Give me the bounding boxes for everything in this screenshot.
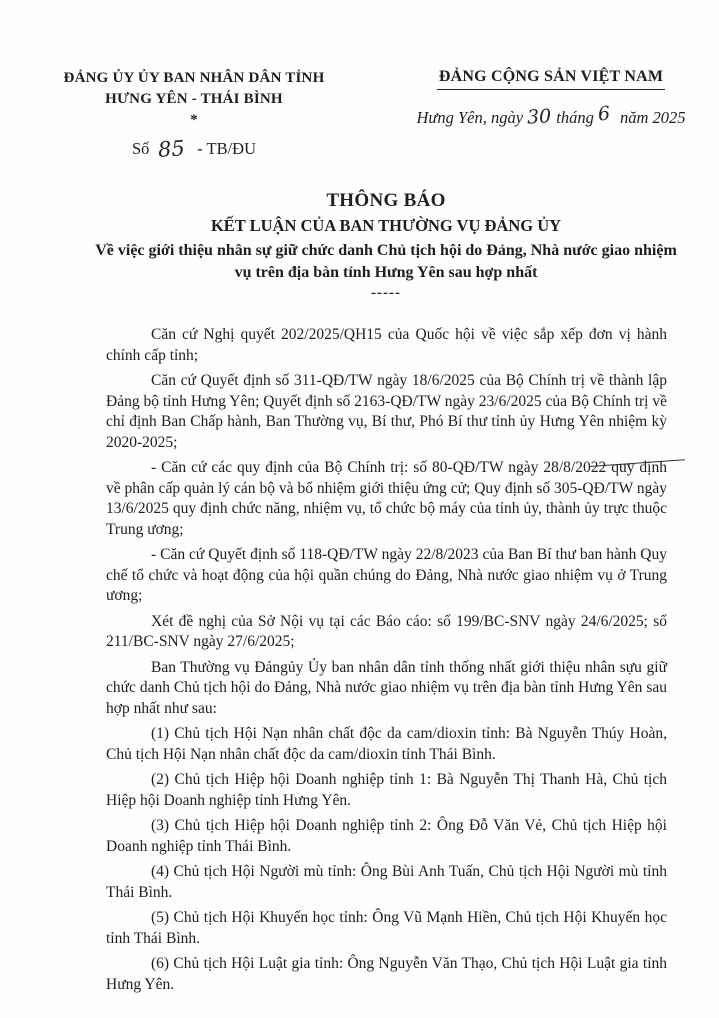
date-year: năm 2025 <box>619 108 686 127</box>
paragraph-legal-basis-1: Căn cứ Nghị quyết 202/2025/QH15 của Quốc hội về việc sắp xếp đơn vị hành chính cấp tỉnh; <box>106 326 667 364</box>
document-header <box>0 68 719 161</box>
list-item-2: (2) Chủ tịch Hiệp hội Doanh nghiệp tỉnh 1: Bà Nguyễn Thị Thanh Hà, Chủ tịch Hiệp hội Doanh nghiệp tỉnh Hưng Yên. <box>106 771 667 809</box>
list-item-4: (4) Chủ tịch Hội Người mù tỉnh: Ông Bùi Anh Tuấn, Chủ tịch Hội Người mù tỉnh Thái Bình. <box>106 863 667 901</box>
crossed-out-year <box>575 459 606 476</box>
date-day-handwritten: 30 <box>526 105 552 129</box>
paragraph-conclusion-intro: Ban Thường vụ Đảngủy Ủy ban nhân dân tỉnh thống nhất giới thiệu nhân sựu giữ chức danh Chủ tịch hội do Đảng, Nhà nước giao nhiệm vụ trên địa bàn tỉnh Hưng Yên sau hợp nhất như sau: <box>106 658 667 717</box>
date-month-handwritten: 6 <box>596 102 612 126</box>
paragraph-proposal: Xét đề nghị của Sở Nội vụ tại các Báo cáo: số 199/BC-SNV ngày 24/6/2025; số 211/BC-SNV ngày 27/6/2025; <box>106 612 667 650</box>
list-item-5: (5) Chủ tịch Hội Khuyến học tỉnh: Ông Vũ Mạnh Hiền, Chủ tịch Hội Khuyến học tỉnh Thái Bình. <box>106 909 667 947</box>
star-separator: * <box>190 112 198 128</box>
title-separator: ----- <box>371 285 401 301</box>
issuing-org-block <box>0 68 388 161</box>
document-subject: Về việc giới thiệu nhân sự giữ chức danh Chủ tịch hội do Đảng, Nhà nước giao nhiệm vụ trên địa bàn tỉnh Hưng Yên sau hợp nhất <box>95 242 677 281</box>
paragraph-legal-basis-4: - Căn cứ Quyết định số 118-QĐ/TW ngày 22/8/2023 của Ban Bí thư ban hành Quy chế tổ chức và hoạt động của hội quần chúng do Đảng, Nhà nước giao nhiệm vụ ở Trung ương; <box>106 546 667 604</box>
crossed-out-year-value: 2022 <box>575 459 607 476</box>
list-item-1: (1) Chủ tịch Hội Nạn nhân chất độc da cam/dioxin tỉnh: Bà Nguyễn Thúy Hoàn, Chủ tịch Hội Nạn nhân chất độc da cam/dioxin tỉnh Thái Bình. <box>106 725 667 763</box>
document-number-handwritten: 85 <box>157 136 186 162</box>
date-month-label: tháng <box>556 108 594 127</box>
paragraph-legal-basis-2: Căn cứ Quyết định số 311-QĐ/TW ngày 18/6/2025 của Bộ Chính trị về thành lập Đảng bộ tỉnh Hưng Yên; Quyết định số 2163-QĐ/TW ngày 23/6/2025 của Bộ Chính trị về chỉ định Ban Chấp hành, Ban Thường vụ, Bí thư, Phó Bí thư tỉnh ủy Hưng Yên nhiệm kỳ 2020-2025; <box>106 372 667 451</box>
document-title-block <box>86 189 686 300</box>
paragraph-3-post: quy định về phân cấp quản lý cán bộ và bổ nhiệm giới thiệu ứng cử; Quy định số 305-QĐ/TW ngày 13/6/2025 quy định chức năng, nhiệm vụ, tổ chức bộ máy của tỉnh ủy, thành ủy trực thuộc Trung ương; <box>106 459 667 538</box>
document-subtitle: KẾT LUẬN CỦA BAN THƯỜNG VỤ ĐẢNG ỦY <box>210 216 562 235</box>
issuing-org-line2: HƯNG YÊN - THÁI BÌNH <box>105 91 283 107</box>
paragraph-3-pre: - Căn cứ các quy định của Bộ Chính trị: số 80-QĐ/TW ngày 28/8/ <box>151 459 576 476</box>
document-number-prefix: Số <box>132 139 150 158</box>
document-number-suffix: - TB/ĐU <box>197 139 256 158</box>
document-type-title: THÔNG BÁO <box>326 190 446 211</box>
list-item-3: (3) Chủ tịch Hiệp hội Doanh nghiệp tỉnh 2: Ông Đỗ Văn Vẻ, Chủ tịch Hiệp hội Doanh nghiệp tỉnh Thái Bình. <box>106 817 667 855</box>
date-place: Hưng Yên, ngày <box>416 108 524 127</box>
document-number-line <box>0 137 388 161</box>
list-item-6: (6) Chủ tịch Hội Luật gia tỉnh: Ông Nguyễn Văn Thạo, Chủ tịch Hội Luật gia tỉnh Hưng Yên. <box>106 955 667 993</box>
issuing-org-line1: ĐẢNG ỦY ỦY BAN NHÂN DÂN TỈNH <box>63 70 325 86</box>
place-date-line <box>396 103 706 128</box>
party-name-title: ĐẢNG CỘNG SẢN VIỆT NAM <box>437 68 665 90</box>
national-header-block <box>396 68 706 161</box>
document-body <box>106 325 667 1000</box>
paragraph-legal-basis-3 <box>106 458 667 540</box>
